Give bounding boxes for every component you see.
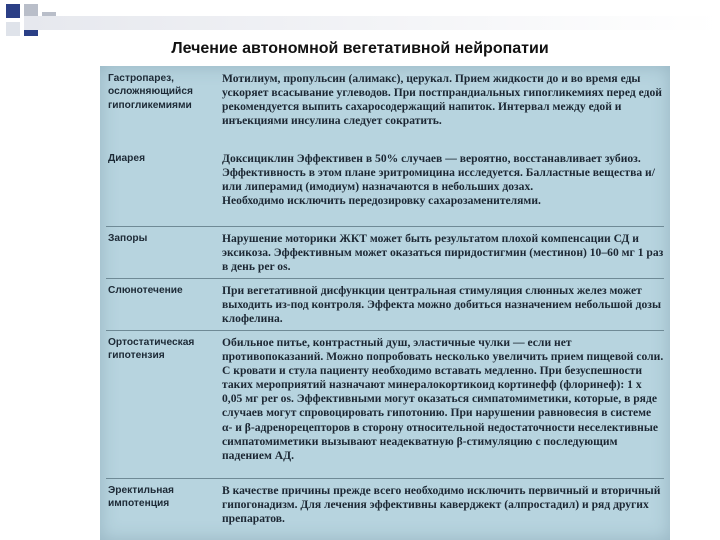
row-text bbox=[222, 336, 664, 463]
scanned-table bbox=[100, 66, 670, 540]
row-label: Диарея bbox=[108, 153, 146, 164]
row-label: Слюнотечение bbox=[108, 285, 183, 296]
row-paragraph: Нарушение моторики ЖКТ может быть результатом плохой компенсации СД и эксикоза. Эффективным может оказаться пиридостигмин (местинон) 10–60 мг 1 раз в день per os. bbox=[222, 232, 664, 274]
title-bar-stripe bbox=[24, 16, 720, 30]
row-paragraph: При вегетативной дисфункции центральная стимуляция слюнных желез может выходить из-под контроля. Эффекта можно добиться назначением небольшой дозы клофелина. bbox=[222, 284, 662, 326]
row-divider bbox=[106, 226, 664, 227]
row-text bbox=[222, 484, 664, 526]
row-divider bbox=[106, 478, 664, 479]
row-paragraph: Доксициклин Эффективен в 50% случаев — вероятно, восстанавливает зубиоз. Эффективность в этом плане эритромицина исследуется. Балластные вещества и/или липерамид (имодиум) назначаются в небольших дозах. bbox=[222, 152, 655, 194]
slide-title: Лечение автономной вегетативной нейропатии bbox=[171, 40, 549, 57]
row-label: Запоры bbox=[108, 233, 148, 244]
decor-square bbox=[6, 4, 20, 18]
row-divider bbox=[106, 278, 664, 279]
row-text bbox=[222, 232, 664, 274]
row-text bbox=[222, 284, 664, 326]
row-paragraph: В качестве причины прежде всего необходимо исключить первичный и вторичный гипогонадизм. Для лечения эффективны каверджект (алпростадил) и ряд других препаратов. bbox=[222, 484, 661, 526]
row-label: Ортостатическая гипотензия bbox=[108, 337, 195, 362]
row-divider bbox=[106, 330, 664, 331]
row-label: Эректильная импотенция bbox=[108, 485, 174, 510]
row-paragraph: Обильное питье, контрастный душ, эластичные чулки — если нет противопоказаний. Можно попробовать несколько увеличить прием пищевой соли. С кровати и стула пациенту необходимо вставать медленно. При безуспешности таких мероприятий назначают минералокортикоид кортинефф (флоринеф): 1 х 0,05 мг per os. Эффективными могут оказаться симпатомиметики, которые, в ряде случаев могут спровоцировать гипотонию. При нарушении равновесия в системе α- и β-адренорецепторов в сторону относительной недостаточности неселективные симпатомиметики вызывают неадекватную β-стимуляцию с последующим падением АД. bbox=[222, 336, 664, 462]
row-text bbox=[222, 72, 664, 128]
decor-square bbox=[6, 22, 20, 36]
row-text bbox=[222, 152, 664, 208]
row-paragraph: Необходимо исключить передозировку сахарозаменителями. bbox=[222, 194, 541, 208]
row-paragraph: Мотилиум, пропульсин (алимакс), церукал. Прием жидкости до и во время еды ускоряет всасывание углеводов. При постпрандиальных гипогликемиях перед едой рекомендуется выпить сахаросодержащий напиток. Интервал между едой и инъекциями инсулина следует сократить. bbox=[222, 72, 662, 128]
row-label: Гастропарез, осложняющийся гипогликемиями bbox=[108, 73, 193, 111]
